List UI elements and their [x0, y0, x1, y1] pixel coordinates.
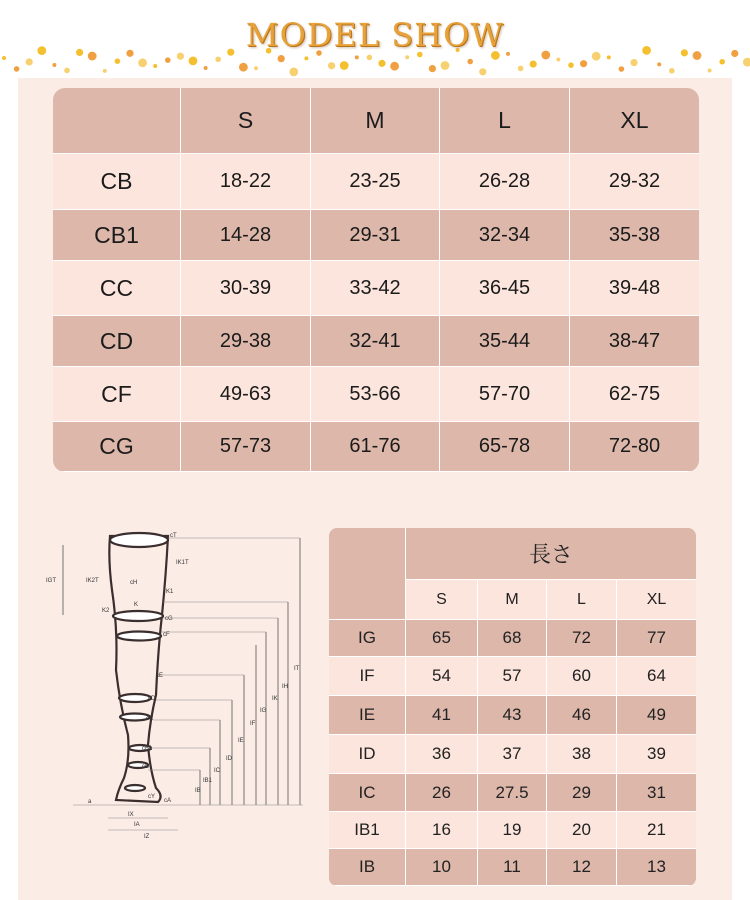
length-table-col-s: S	[406, 580, 478, 620]
diagram-label: cF	[163, 632, 170, 638]
decorative-dot	[719, 59, 725, 65]
size-cell: 23-25	[311, 154, 440, 210]
size-cell: 49-63	[181, 367, 311, 422]
length-table-col-xl: XL	[617, 580, 696, 620]
size-cell: 36-45	[440, 261, 570, 316]
length-cell: 60	[547, 657, 617, 696]
size-table-col-s: S	[181, 88, 311, 154]
diagram-label: IH	[282, 684, 288, 690]
size-cell: 35-44	[440, 316, 570, 367]
size-table-col-xl: XL	[570, 88, 699, 154]
diagram-label: IF	[250, 721, 256, 727]
length-table-corner	[329, 528, 406, 620]
decorative-dot	[278, 55, 285, 62]
diagram-label: K	[134, 602, 139, 608]
decorative-dot	[153, 64, 157, 68]
diagram-label: IB	[195, 788, 201, 794]
length-row-label: IE	[329, 696, 406, 735]
decorative-dot	[607, 55, 611, 59]
size-row-label: CG	[53, 422, 181, 472]
diagram-label: K1	[166, 589, 174, 595]
length-table-col-l: L	[547, 580, 617, 620]
diagram-label: cD	[148, 696, 156, 702]
length-table-title: 長さ	[406, 528, 696, 580]
diagram-label: a	[88, 799, 92, 805]
diagram-label: cA	[164, 798, 172, 804]
decorative-dot	[429, 65, 436, 72]
size-cell: 57-70	[440, 367, 570, 422]
decorative-dot	[743, 58, 750, 67]
size-cell: 53-66	[311, 367, 440, 422]
diagram-label: cY	[148, 794, 156, 800]
decorative-dot	[467, 59, 473, 65]
decorative-dot	[355, 55, 359, 59]
decorative-dot	[630, 59, 637, 66]
decorative-dot	[568, 62, 574, 68]
decorative-dot	[405, 55, 409, 59]
size-cell: 38-47	[570, 316, 699, 367]
size-cell: 35-38	[570, 210, 699, 261]
length-cell: 68	[478, 620, 547, 657]
decorative-dot	[556, 57, 560, 61]
length-cell: 10	[406, 849, 478, 886]
length-cell: 37	[478, 735, 547, 774]
decorative-dot	[518, 66, 524, 72]
length-cell: 21	[617, 812, 696, 849]
length-row-label: ID	[329, 735, 406, 774]
length-cell: 65	[406, 620, 478, 657]
length-row-label: IF	[329, 657, 406, 696]
size-cell: 29-31	[311, 210, 440, 261]
length-cell: 46	[547, 696, 617, 735]
decorative-dot	[103, 69, 107, 73]
length-cell: 49	[617, 696, 696, 735]
decorative-dot	[138, 58, 147, 67]
diagram-label: IA	[134, 822, 140, 828]
diagram-label: IK	[272, 696, 278, 702]
diagram-label: IG	[260, 708, 267, 714]
size-cell: 14-28	[181, 210, 311, 261]
size-cell: 30-39	[181, 261, 311, 316]
length-cell: 43	[478, 696, 547, 735]
decorative-dot	[64, 68, 70, 74]
decorative-dot	[580, 60, 587, 67]
decorative-dot	[254, 66, 258, 70]
length-cell: 64	[617, 657, 696, 696]
size-table-col-l: L	[440, 88, 570, 154]
length-cell: 54	[406, 657, 478, 696]
size-cell: 72-80	[570, 422, 699, 472]
length-cell: 19	[478, 812, 547, 849]
size-row-label: CB1	[53, 210, 181, 261]
length-cell: 57	[478, 657, 547, 696]
decorative-dot	[115, 58, 121, 64]
diagram-label: IK2T	[86, 578, 99, 584]
size-table-corner	[53, 88, 181, 154]
leg-measurement-diagram-icon	[38, 520, 328, 850]
decorative-dot	[708, 69, 712, 73]
diagram-label: IZ	[144, 834, 150, 840]
length-cell: 36	[406, 735, 478, 774]
length-row-label: IG	[329, 620, 406, 657]
length-cell: 29	[547, 774, 617, 812]
length-cell: 20	[547, 812, 617, 849]
size-cell: 39-48	[570, 261, 699, 316]
decorative-dot	[165, 57, 171, 63]
decorative-dot	[14, 66, 20, 72]
decorative-dot	[530, 60, 537, 67]
decorative-dot	[479, 68, 486, 75]
diagram-label: cT	[170, 533, 177, 539]
size-cell: 61-76	[311, 422, 440, 472]
size-cell: 32-34	[440, 210, 570, 261]
length-row-label: IB1	[329, 812, 406, 849]
length-cell: 31	[617, 774, 696, 812]
decorative-dot	[328, 62, 335, 69]
decorative-dot	[657, 62, 661, 66]
size-row-label: CB	[53, 154, 181, 210]
decorative-dot	[239, 63, 248, 72]
circumference-size-table	[53, 88, 699, 472]
size-cell: 29-38	[181, 316, 311, 367]
decorative-dot	[189, 56, 198, 65]
size-cell: 57-73	[181, 422, 311, 472]
length-cell: 26	[406, 774, 478, 812]
decorative-dot	[204, 66, 208, 70]
length-cell: 77	[617, 620, 696, 657]
length-size-table	[329, 528, 696, 886]
diagram-label: IX	[128, 812, 134, 818]
diagram-label: cG	[165, 616, 173, 622]
size-cell: 32-41	[311, 316, 440, 367]
size-table-col-m: M	[311, 88, 440, 154]
decorative-dot	[26, 58, 33, 65]
length-table-col-m: M	[478, 580, 547, 620]
page-title: MODEL SHOW	[245, 16, 505, 54]
size-cell: 65-78	[440, 422, 570, 472]
diagram-label: ID	[226, 756, 232, 762]
size-cell: 62-75	[570, 367, 699, 422]
decorative-dot	[289, 67, 298, 76]
size-cell: 26-28	[440, 154, 570, 210]
diagram-label: IC	[214, 768, 220, 774]
length-cell: 38	[547, 735, 617, 774]
decorative-dot	[367, 55, 373, 61]
decorative-dot	[669, 68, 675, 74]
decorative-dot	[215, 57, 221, 63]
diagram-label: IGT	[46, 578, 56, 584]
decorative-dot	[441, 61, 450, 70]
length-cell: 13	[617, 849, 696, 886]
length-cell: 41	[406, 696, 478, 735]
diagram-label: IK1T	[176, 560, 189, 566]
length-row-label: IB	[329, 849, 406, 886]
length-cell: 39	[617, 735, 696, 774]
decorative-dot	[304, 56, 308, 60]
diagram-label: cB1	[142, 746, 153, 752]
decorative-dot	[378, 60, 385, 67]
diagram-label: IE	[238, 738, 244, 744]
length-cell: 11	[478, 849, 547, 886]
size-cell: 18-22	[181, 154, 311, 210]
decorative-dot	[619, 66, 625, 72]
decorative-dot	[340, 61, 349, 70]
length-cell: 12	[547, 849, 617, 886]
length-row-label: IC	[329, 774, 406, 812]
diagram-label: cC	[146, 716, 154, 722]
size-cell: 33-42	[311, 261, 440, 316]
diagram-label: cE	[156, 673, 164, 679]
diagram-label: IT	[294, 666, 300, 672]
length-cell: 16	[406, 812, 478, 849]
size-row-label: CD	[53, 316, 181, 367]
length-cell: 72	[547, 620, 617, 657]
diagram-label: cH	[130, 580, 138, 586]
diagram-label: IB1	[203, 778, 213, 784]
diagram-label: cB	[142, 764, 150, 770]
decorative-dot	[390, 62, 399, 71]
decorative-dot	[2, 56, 6, 60]
length-cell: 27.5	[478, 774, 547, 812]
size-row-label: CF	[53, 367, 181, 422]
size-cell: 29-32	[570, 154, 699, 210]
diagram-label: K2	[102, 608, 110, 614]
size-row-label: CC	[53, 261, 181, 316]
decorative-dot	[52, 63, 56, 67]
